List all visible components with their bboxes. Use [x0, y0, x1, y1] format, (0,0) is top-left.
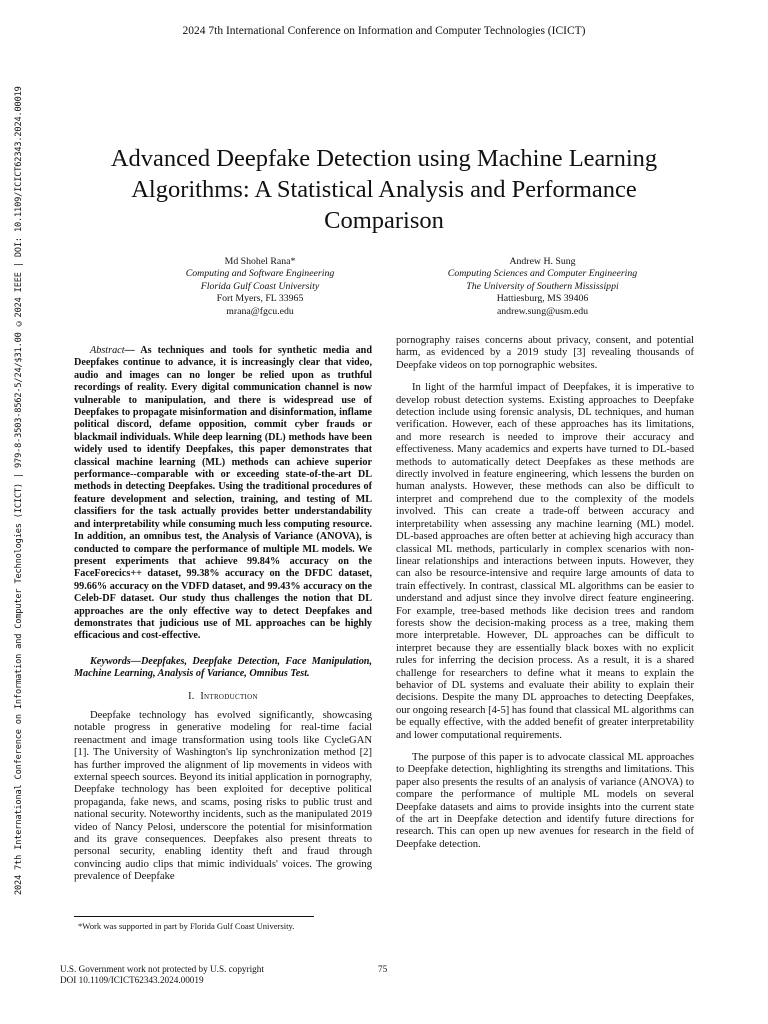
abstract-label: Abstract: [90, 345, 125, 356]
author-university: Florida Gulf Coast University: [200, 280, 320, 292]
footer-doi-line: DOI 10.1109/ICICT62343.2024.00019: [60, 975, 204, 985]
right-column: [396, 335, 694, 861]
author-city: Hattiesburg, MS 39406: [496, 293, 589, 305]
section-title: Introduction: [200, 691, 258, 702]
footnote: *Work was supported in part by Florida Gulf Coast University.: [78, 921, 295, 931]
author-name: Andrew H. Sung: [509, 256, 576, 267]
footnote-divider: [74, 916, 314, 917]
author-block-1: [130, 256, 390, 318]
author-city: Fort Myers, FL 33965: [216, 293, 304, 305]
abstract-body: — As techniques and tools for synthetic media and Deepfakes continue to advance, it is increasingly clear that video, audio and images can no longer be relied upon as truthful recordings of reality. Every digital communication channel is now vulnerable to manipulation, and there is widespread use of Deepfakes to propagate misinformation and disinformation, inflame political discord, defame opposition, commit cyber frauds or blackmail individuals. While deep learning (DL) methods have been widely used to identify Deepfakes, this paper demonstrates that classical machine learning (ML) methods can achieve superior performance--comparable with or exceeding state-of-the-art DL methods in detecting Deepfakes. Using the traditional procedures of feature development and selection, training, and testing of ML classifiers for the task actually provides better understandability and interpretability while consuming much less computing resource. In addition, an omnibus test, the Analysis of Variance (ANOVA), is conducted to compare the performance of multiple ML models. We present experiments that achieve 99.84% accuracy on the FaceForecics++ dataset, 99.38% accuracy on the DFDC dataset, 99.66% accuracy on the VDFD dataset, and 99.43% accuracy on the Celeb-DF dataset. Our study thus challenges the notion that DL approaches are the only effective way to detect Deepfakes and demonstrates that judicious use of ML approaches can be highly efficacious and cost-effective.: [74, 345, 372, 642]
keywords-text: Keywords—Deepfakes, Deepfake Detection, Face Manipulation, Machine Learning, Analysis of Variance, Omnibus Test.: [74, 656, 372, 680]
body-paragraph: pornography raises concerns about privacy, consent, and potential harm, as evidenced by a 2019 study [3] revealing thousands of Deepfake videos on top pornographic websites.: [396, 335, 694, 371]
author-block-2: [400, 256, 685, 318]
keywords: [74, 656, 372, 681]
author-name: Md Shohel Rana*: [224, 256, 296, 267]
footer-copyright: [60, 964, 264, 986]
abstract: [74, 345, 372, 643]
author-university: The University of Southern Mississippi: [466, 280, 619, 292]
author-department: Computing and Software Engineering: [185, 268, 335, 280]
intro-column: [74, 710, 372, 894]
footer-copyright-line: U.S. Government work not protected by U.S. copyright: [60, 964, 264, 974]
conference-header: 2024 7th International Conference on Information and Computer Technologies (ICICT): [182, 25, 586, 37]
intro-paragraph: Deepfake technology has evolved significantly, showcasing notable progress in generative modeling for real-time facial reenactment and image transformation using tools like CycleGAN [1]. The University of Washington's lip synchronization method [2] has further improved the alignment of lip movements in videos with external speech sources. Beyond its initial application in pornography, Deepfake technology has been exploited for deceptive political propaganda, fake news, and scams, posing risks to public trust and national security. Noteworthy incidents, such as the manipulated 2019 video of Nancy Pelosi, underscore the potential for misinformation and its grave consequences. Deepfakes also present threats to personal security, enabling identity theft and fraud through convincing audio clips that mimic individuals' voices. The growing prevalence of Deepfake: [74, 710, 372, 883]
section-heading: [74, 691, 372, 702]
author-department: Computing Sciences and Computer Engineering: [447, 268, 638, 280]
page-number: 75: [378, 964, 388, 974]
side-doi-text: 2024 7th International Conference on Information and Computer Technologies (ICICT) | 979-8-3503-8562-5/24/$31.00 ©2024 IEEE | DOI: 10.1109/ICICT62343.2024.00019: [14, 86, 24, 895]
author-email: andrew.sung@usm.edu: [496, 305, 589, 317]
author-email: mrana@fgcu.edu: [226, 305, 294, 317]
body-paragraph: The purpose of this paper is to advocate classical ML approaches to Deepfake detection, highlighting its strengths and limitations. This paper also presents the results of an analysis of variance (ANOVA) to compare the performance of multiple ML models on several Deepfake datasets and aims to provide insights into the current state of the art in Deepfake detection and identify future directions for research. This can open up new avenues for research in the field of Deepfake detection.: [396, 752, 694, 850]
paper-title: Advanced Deepfake Detection using Machine Learning Algorithms: A Statistical Analysis and Performance Comparison: [110, 145, 658, 234]
body-paragraph: In light of the harmful impact of Deepfakes, it is imperative to develop robust detection systems. Existing approaches to Deepfake detection include using forensic analysis, DL techniques, and human verification. However, each of these approaches has its limitations, and more research is needed to improve their accuracy and effectiveness. Many academics and experts have turned to DL-based methods to automatically detect Deepfakes as these methods are directly involved in feature engineering, which lessens the burden on human analysts. However, these methods can also be difficult to interpret and comprehend due to the complexity of the models involved. This can create a trade-off between accuracy and interpretability when assessing any machine learning (ML) model. DL-based approaches are often better at achieving high accuracy than classical ML methods, particularly in complex scenarios with non-linear relationships and interactions between inputs. However, they can also be resource-intensive and require large amounts of data to train effectively. In contrast, classical ML algorithms can be easier to understand and adjust since they involve direct feature engineering. For example, tree-based methods like decision trees and random forests show the decision-making process as a tree, making them more interpretable. However, DL approaches can be difficult to interpret because they are essentially black boxes with no explicit rules for inferring the decision process. As a result, it is a shared challenge for researchers to define what it means to explain the behavior of DL systems and evaluate their ability to explain their decisions. Despite the many DL approaches to detecting Deepfakes, our ongoing research [4-5] has found that classical ML algorithms can be equally effective, with the added benefit of greater interpretability and lower computational requirements.: [396, 382, 694, 741]
section-number: I.: [188, 691, 195, 702]
